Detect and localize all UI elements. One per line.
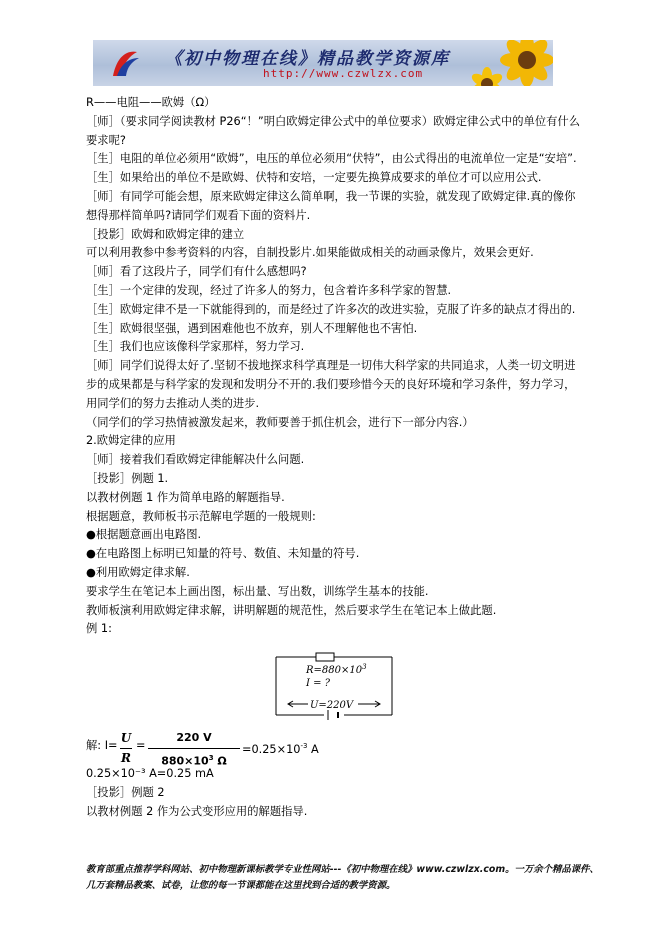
- text-line: 以教材例题 1 作为简单电路的解题指导.: [86, 490, 285, 504]
- banner-title: 《初中物理在线》精品教学资源库: [165, 49, 450, 69]
- text-line: ［师］有同学可能会想，原来欧姆定律这么简单啊，我一节课的实验，就发现了欧姆定律.真的像你想得那样简单吗?请同学们观看下面的资料片.: [86, 189, 576, 222]
- sunflower-icon: [467, 40, 553, 86]
- fraction-numerator: 220 V: [176, 731, 212, 745]
- solution-equation: [86, 729, 584, 768]
- text-line: （同学们的学习热情被激发起来，教师要善于抓住机会，进行下一部分内容.）: [86, 415, 474, 429]
- equals-sign: =: [136, 739, 146, 753]
- text-line: 要求学生在笔记本上画出图，标出量、写出数，训练学生基本的技能.: [86, 584, 429, 598]
- current-label: I = ?: [306, 678, 331, 690]
- text-line: 2.欧姆定律的应用: [86, 434, 176, 448]
- text-line: ［投影］例题 2: [86, 785, 165, 799]
- voltage-label: U=220V: [310, 700, 354, 712]
- resistance-label: $R=880\times 10^3$: [306, 663, 367, 677]
- text-line: ［生］一个定律的发现，经过了许多人的努力，包含着许多科学家的智慧.: [86, 283, 452, 297]
- text-line: 0.25×10⁻³ A=0.25 mA: [86, 767, 214, 781]
- text-line: ［投影］欧姆和欧姆定律的建立: [86, 227, 245, 241]
- text-line: ［生］我们也应该像科学家那样，努力学习.: [86, 340, 305, 354]
- text-line: ［生］电阻的单位必须用“欧姆”，电压的单位必须用“伏特”，由公式得出的电流单位一定是“安培”.: [86, 152, 577, 166]
- text-line: 以教材例题 2 作为公式变形应用的解题指导.: [86, 804, 308, 818]
- text-line: ［生］欧姆定律不是一下就能得到的，而是经过了许多次的改进实验，克服了许多的缺点才得出的.: [86, 302, 576, 316]
- text-line: 例 1:: [86, 622, 112, 636]
- fraction-values: [148, 729, 240, 771]
- circuit-diagram: [86, 645, 584, 723]
- solution-result: $=0.25\times 10^{-3}$ A: [242, 742, 319, 756]
- text-line: ●根据题意画出电路图.: [86, 528, 202, 542]
- fraction-u-over-r: [120, 729, 132, 768]
- text-line: ●在电路图上标明已知量的符号、数值、未知量的符号.: [86, 547, 360, 561]
- fraction-denominator: R: [120, 748, 132, 768]
- fraction-numerator: U: [120, 731, 132, 746]
- text-line: ［师］看了这段片子，同学们有什么感想吗?: [86, 265, 307, 279]
- fraction-denominator: $880\times 10^3$ Ω: [148, 748, 240, 771]
- logo-icon: [107, 46, 141, 80]
- text-line: ●利用欧姆定律求解.: [86, 565, 190, 579]
- text-line: ［师］接着我们看欧姆定律能解决什么问题.: [86, 453, 305, 467]
- banner-url: http://www.czwlzx.com: [263, 67, 424, 80]
- header-banner: [93, 40, 553, 86]
- text-line: ［生］欧姆很坚强，遇到困难他也不放弃，别人不理解他也不害怕.: [86, 321, 418, 335]
- page-footer: 教育部重点推荐学科网站、初中物理新课标教学专业性网站---《初中物理在线》www.czwlzx.com。一万余个精品课件、几万套精品教案、试卷，让您的每一节课都能在这里找到合适的教学资源。: [86, 864, 599, 891]
- text-line: 根据题意，教师板书示范解电学题的一般规则:: [86, 509, 316, 523]
- text-line: 可以利用教参中参考资料的内容，自制投影片.如果能做成相关的动画录像片，效果会更好.: [86, 246, 534, 260]
- text-line: ［师］同学们说得太好了.坚韧不拔地探求科学真理是一切伟大科学家的共同追求，人类一切文明进步的成果都是与科学家的发现和发明分不开的.我们要珍惜今天的良好环境和学习条件，努力学习，用同学们的努力去推动人类的进步.: [86, 359, 576, 410]
- text-line: ［投影］例题 1.: [86, 471, 169, 485]
- text-line: ［师］（要求同学阅读教材 P26“！”明白欧姆定律公式中的单位要求）欧姆定律公式中的单位有什么要求呢?: [86, 114, 581, 147]
- document-body: [86, 94, 584, 822]
- text-line: 教师板演利用欧姆定律求解，讲明解题的规范性，然后要求学生在笔记本上做此题.: [86, 603, 497, 617]
- text-line: R——电阻——欧姆（Ω）: [86, 96, 216, 109]
- text-line: ［生］如果给出的单位不是欧姆、伏特和安培，一定要先换算成要求的单位才可以应用公式.: [86, 171, 542, 185]
- solution-prefix: 解: I=: [86, 739, 118, 753]
